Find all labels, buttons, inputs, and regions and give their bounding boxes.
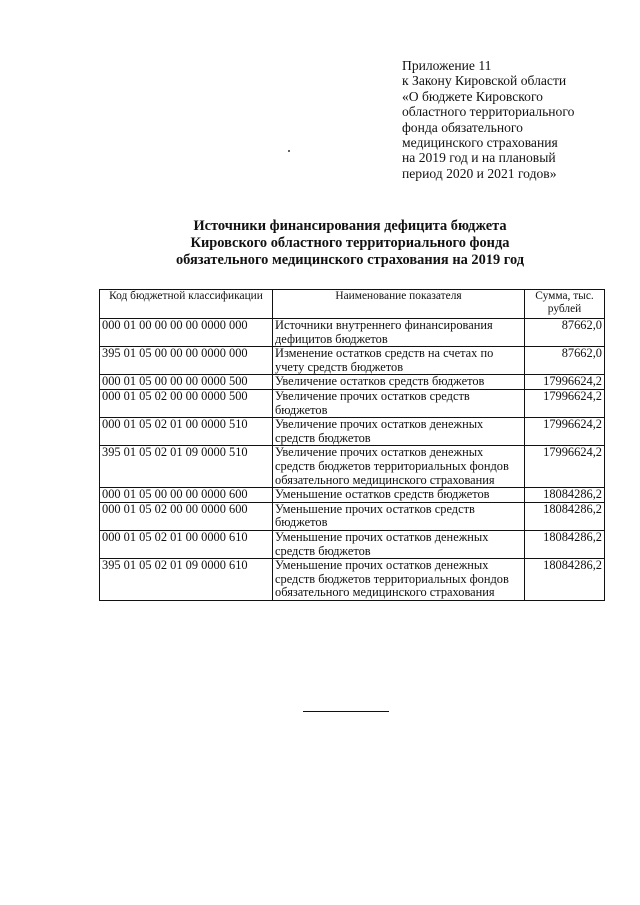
document-title [100,218,600,269]
name-cell: Изменение остатков средств на счетах по учету средств бюджетов [273,347,525,375]
sum-cell: 17996624,2 [525,446,605,488]
table-row [100,319,605,347]
header-sum: Сумма, тыс. рублей [525,290,605,319]
appendix-line: фонда обязательного [402,119,523,135]
name-cell: Уменьшение остатков средств бюджетов [273,488,525,503]
table-header-row [100,290,605,319]
name-cell: Увеличение прочих остатков денежных средств бюджетов [273,418,525,446]
sum-cell: 18084286,2 [525,488,605,503]
sum-cell: 18084286,2 [525,559,605,601]
sum-cell: 87662,0 [525,319,605,347]
name-cell: Уменьшение прочих остатков средств бюджетов [273,502,525,530]
code-cell: 000 01 05 00 00 00 0000 500 [100,375,273,390]
header-name: Наименование показателя [273,290,525,319]
table-row [100,418,605,446]
code-cell: 000 01 00 00 00 00 0000 000 [100,319,273,347]
table-row [100,530,605,558]
sum-cell: 18084286,2 [525,502,605,530]
appendix-header [402,58,634,181]
appendix-line: Приложение 11 [402,58,492,73]
name-cell: Уменьшение прочих остатков денежных средств бюджетов территориальных фондов обязательного медицинского страхования [273,559,525,601]
appendix-line: «О бюджете Кировского [402,88,543,104]
appendix-line: областного территориального [402,104,575,120]
code-cell: 395 01 05 02 01 09 0000 510 [100,446,273,488]
code-cell: 000 01 05 02 01 00 0000 610 [100,530,273,558]
appendix-line: период 2020 и 2021 годов» [402,165,557,181]
header-code: Код бюджетной классификации [100,290,273,319]
name-cell: Уменьшение прочих остатков денежных средств бюджетов [273,530,525,558]
sum-cell: 18084286,2 [525,530,605,558]
code-cell: 000 01 05 02 01 00 0000 510 [100,418,273,446]
financing-sources-table [99,289,605,601]
sum-cell: 17996624,2 [525,418,605,446]
table-row [100,375,605,390]
table-row [100,389,605,417]
code-cell: 000 01 05 02 00 00 0000 500 [100,389,273,417]
scan-speck [288,150,290,152]
title-line: обязательного медицинского страхования на 2019 год [175,252,525,268]
code-cell: 000 01 05 00 00 00 0000 600 [100,488,273,503]
code-cell: 395 01 05 00 00 00 0000 000 [100,347,273,375]
table-row [100,502,605,530]
code-cell: 000 01 05 02 00 00 0000 600 [100,502,273,530]
name-cell: Увеличение прочих остатков денежных средств бюджетов территориальных фондов обязательного медицинского страхования [273,446,525,488]
table-body [100,319,605,601]
table-row [100,559,605,601]
sum-cell: 17996624,2 [525,389,605,417]
name-cell: Источники внутреннего финансирования дефицитов бюджетов [273,319,525,347]
title-line: Источники финансирования дефицита бюджета [193,218,507,234]
code-cell: 395 01 05 02 01 09 0000 610 [100,559,273,601]
sum-cell: 17996624,2 [525,375,605,390]
title-line: Кировского областного территориального фонда [190,235,510,251]
table-row [100,347,605,375]
name-cell: Увеличение остатков средств бюджетов [273,375,525,390]
table-row [100,446,605,488]
name-cell: Увеличение прочих остатков средств бюджетов [273,389,525,417]
sum-cell: 87662,0 [525,347,605,375]
table-row [100,488,605,503]
closing-line [303,711,389,712]
appendix-line: на 2019 год и на плановый [402,150,556,166]
appendix-line: медицинского страхования [402,135,558,151]
appendix-line: к Закону Кировской области [402,73,567,89]
